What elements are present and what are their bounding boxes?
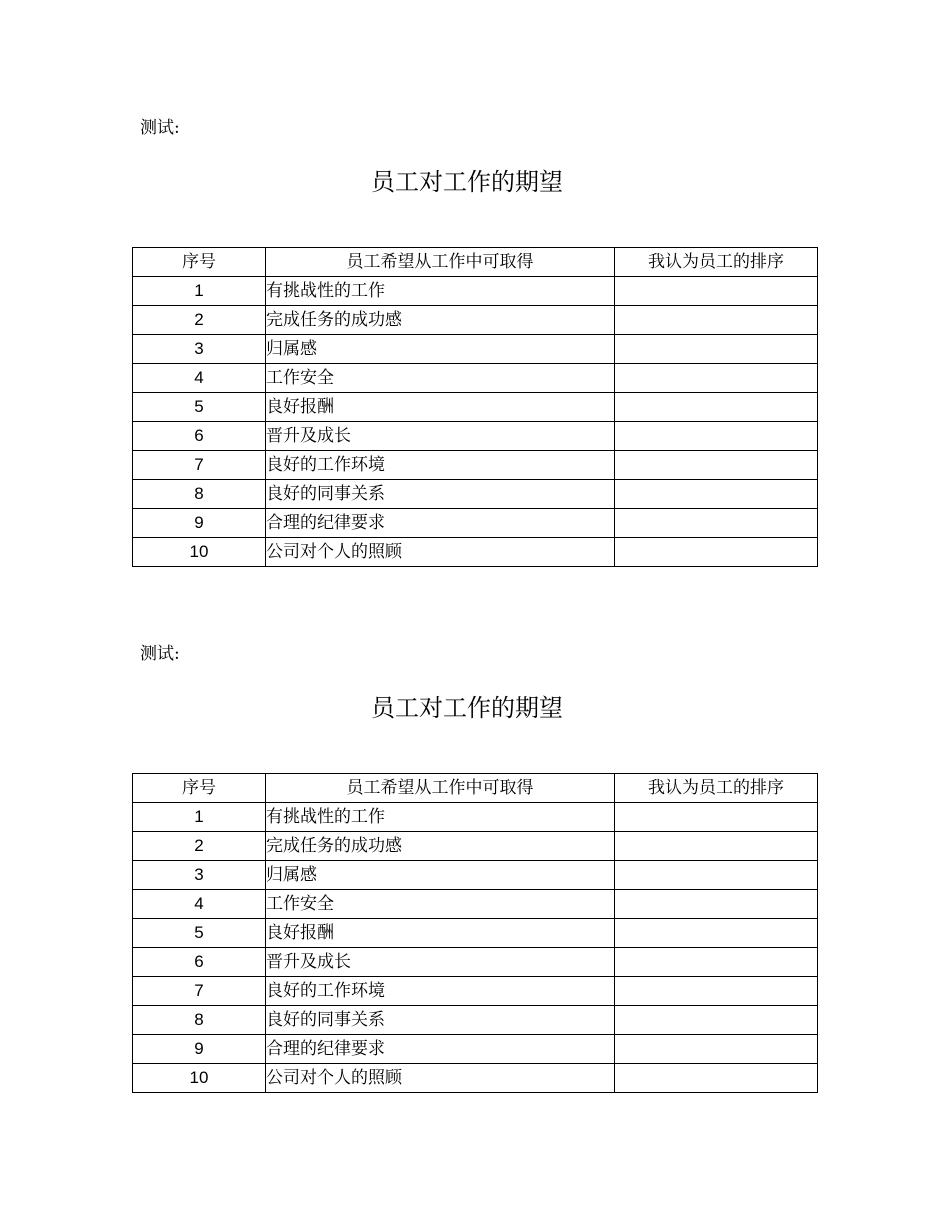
row-number: 3 <box>133 861 266 890</box>
header-serial-number: 序号 <box>133 248 266 277</box>
row-expectation: 晋升及成长 <box>266 422 615 451</box>
table-row <box>133 509 818 538</box>
ranking-input-cell[interactable] <box>615 306 818 335</box>
ranking-input-cell[interactable] <box>615 451 818 480</box>
row-expectation: 完成任务的成功感 <box>266 832 615 861</box>
row-expectation: 公司对个人的照顾 <box>266 1064 615 1093</box>
table-row <box>133 948 818 977</box>
header-ranking: 我认为员工的排序 <box>615 774 818 803</box>
table-row <box>133 832 818 861</box>
row-expectation: 晋升及成长 <box>266 948 615 977</box>
ranking-input-cell[interactable] <box>615 480 818 509</box>
row-expectation: 合理的纪律要求 <box>266 509 615 538</box>
table-row <box>133 451 818 480</box>
row-number: 4 <box>133 890 266 919</box>
row-number: 5 <box>133 393 266 422</box>
expectation-table <box>132 247 818 567</box>
row-number: 2 <box>133 306 266 335</box>
ranking-input-cell[interactable] <box>615 890 818 919</box>
row-number: 5 <box>133 919 266 948</box>
header-expectation: 员工希望从工作中可取得 <box>266 248 615 277</box>
row-number: 6 <box>133 948 266 977</box>
row-expectation: 良好的同事关系 <box>266 1006 615 1035</box>
table-header-row <box>133 774 818 803</box>
document-title: 员工对工作的期望 <box>371 694 563 722</box>
ranking-input-cell[interactable] <box>615 538 818 567</box>
row-expectation: 有挑战性的工作 <box>266 803 615 832</box>
row-number: 8 <box>133 480 266 509</box>
table-row <box>133 1064 818 1093</box>
table-row <box>133 1006 818 1035</box>
table-row <box>133 306 818 335</box>
row-number: 2 <box>133 832 266 861</box>
ranking-input-cell[interactable] <box>615 364 818 393</box>
row-expectation: 公司对个人的照顾 <box>266 538 615 567</box>
row-expectation: 工作安全 <box>266 890 615 919</box>
ranking-input-cell[interactable] <box>615 509 818 538</box>
row-expectation: 良好的工作环境 <box>266 977 615 1006</box>
table-header-row <box>133 248 818 277</box>
ranking-input-cell[interactable] <box>615 977 818 1006</box>
table-row <box>133 277 818 306</box>
header-ranking: 我认为员工的排序 <box>615 248 818 277</box>
row-number: 6 <box>133 422 266 451</box>
row-number: 1 <box>133 803 266 832</box>
row-number: 10 <box>133 538 266 567</box>
row-expectation: 良好报酬 <box>266 919 615 948</box>
ranking-input-cell[interactable] <box>615 277 818 306</box>
row-number: 9 <box>133 509 266 538</box>
ranking-input-cell[interactable] <box>615 861 818 890</box>
test-label: 测试: <box>140 644 180 664</box>
table-row <box>133 890 818 919</box>
row-number: 9 <box>133 1035 266 1064</box>
row-number: 7 <box>133 451 266 480</box>
ranking-input-cell[interactable] <box>615 1035 818 1064</box>
ranking-input-cell[interactable] <box>615 422 818 451</box>
document-title: 员工对工作的期望 <box>371 168 563 196</box>
table-row <box>133 919 818 948</box>
table-row <box>133 480 818 509</box>
table-row <box>133 977 818 1006</box>
test-label: 测试: <box>140 118 180 138</box>
row-number: 10 <box>133 1064 266 1093</box>
row-expectation: 归属感 <box>266 335 615 364</box>
row-expectation: 有挑战性的工作 <box>266 277 615 306</box>
table-row <box>133 803 818 832</box>
row-number: 4 <box>133 364 266 393</box>
table-row <box>133 393 818 422</box>
table-row <box>133 861 818 890</box>
header-serial-number: 序号 <box>133 774 266 803</box>
row-number: 8 <box>133 1006 266 1035</box>
table-row <box>133 538 818 567</box>
row-expectation: 工作安全 <box>266 364 615 393</box>
table-row <box>133 1035 818 1064</box>
row-number: 1 <box>133 277 266 306</box>
ranking-input-cell[interactable] <box>615 1064 818 1093</box>
table-row <box>133 364 818 393</box>
row-expectation: 良好的工作环境 <box>266 451 615 480</box>
ranking-input-cell[interactable] <box>615 335 818 364</box>
row-expectation: 合理的纪律要求 <box>266 1035 615 1064</box>
ranking-input-cell[interactable] <box>615 832 818 861</box>
row-expectation: 完成任务的成功感 <box>266 306 615 335</box>
ranking-input-cell[interactable] <box>615 1006 818 1035</box>
ranking-input-cell[interactable] <box>615 393 818 422</box>
ranking-input-cell[interactable] <box>615 919 818 948</box>
ranking-input-cell[interactable] <box>615 948 818 977</box>
row-number: 3 <box>133 335 266 364</box>
header-expectation: 员工希望从工作中可取得 <box>266 774 615 803</box>
table-row <box>133 335 818 364</box>
row-expectation: 归属感 <box>266 861 615 890</box>
table-row <box>133 422 818 451</box>
row-expectation: 良好报酬 <box>266 393 615 422</box>
row-number: 7 <box>133 977 266 1006</box>
ranking-input-cell[interactable] <box>615 803 818 832</box>
expectation-table <box>132 773 818 1093</box>
row-expectation: 良好的同事关系 <box>266 480 615 509</box>
